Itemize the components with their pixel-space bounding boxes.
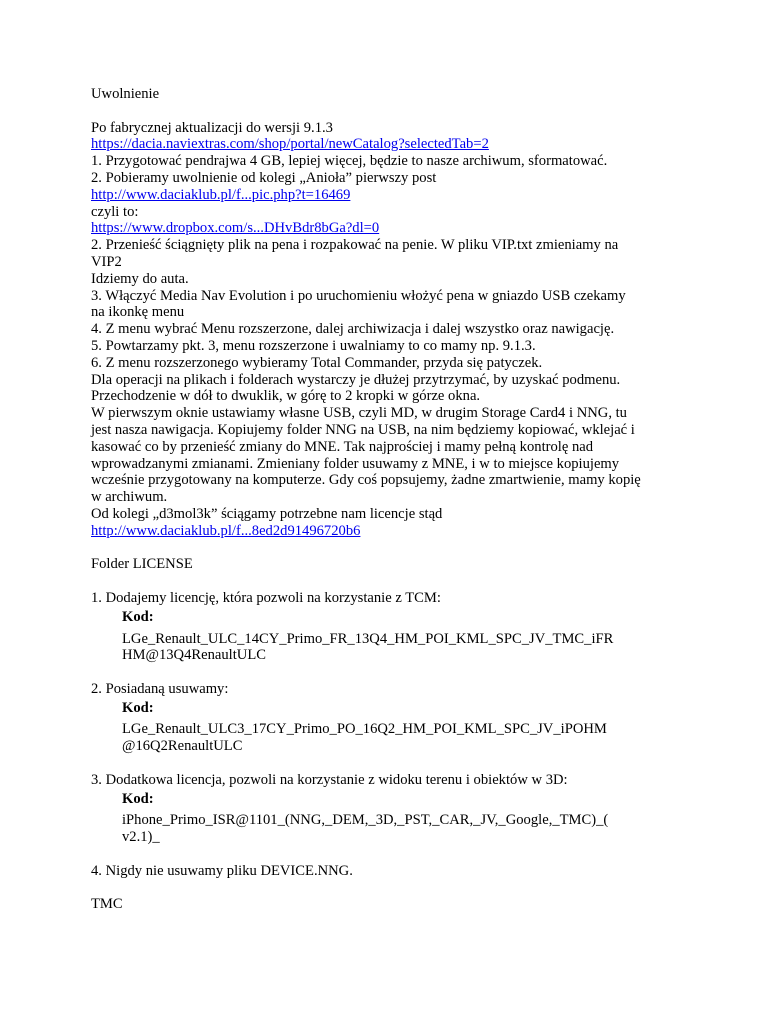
paragraph-line4: wprowadzanymi zmianami. Zmieniany folder usuwamy z MNE, i w to miejsce kopiujemy <box>91 455 620 472</box>
folder-heading: Folder LICENSE <box>91 556 193 573</box>
or-text: czyli to: <box>91 203 139 220</box>
step-4: 4. Z menu wybrać Menu rozszerzone, dalej archiwizacja i dalej wszystko oraz nawigację. <box>91 321 615 338</box>
operations-line2: Przechodzenie w dół to dwuklik, w górę to 2 kropki w górze okna. <box>91 388 481 405</box>
license-item <box>91 681 691 755</box>
never-delete-note: 4. Nigdy nie usuwamy pliku DEVICE.NNG. <box>91 862 353 879</box>
paragraph-line2: jest nasza nawigacja. Kopiujemy folder NNG na USB, na nim będziemy kopiować, wklejać i <box>91 421 635 438</box>
intro-line: Po fabrycznej aktualizacji do wersji 9.1.3 <box>91 119 333 136</box>
code-value-line1: LGe_Renault_ULC_14CY_Primo_FR_13Q4_HM_POI_KML_SPC_JV_TMC_iFR <box>122 630 614 647</box>
paragraph-line3: kasować co by przenieść zmiany do MNE. Tak najprościej i mamy pełną kontrolę nad <box>91 438 594 455</box>
license-item-label: 1. Dodajemy licencję, która pozwoli na korzystanie z TCM: <box>91 589 441 606</box>
license-item-label: 2. Posiadaną usuwamy: <box>91 680 229 697</box>
step-2: 2. Pobieramy uwolnienie od kolegi „Anioła” pierwszy post <box>91 169 437 186</box>
tmc-heading: TMC <box>91 896 123 913</box>
document-page <box>91 86 691 913</box>
go-to-car: Idziemy do auta. <box>91 270 189 287</box>
code-value-line1: LGe_Renault_ULC3_17CY_Primo_PO_16Q2_HM_POI_KML_SPC_JV_iPOHM <box>122 721 607 738</box>
license-item <box>91 590 691 664</box>
code-value-line2: HM@13Q4RenaultULC <box>122 647 266 664</box>
license-item <box>91 772 691 846</box>
step-1: 1. Przygotować pendrajwa 4 GB, lepiej więcej, będzie to nasze archiwum, sformatować. <box>91 153 608 170</box>
dropbox-link[interactable]: https://www.dropbox.com/s...DHvBdr8bGa?dl=0 <box>91 220 380 237</box>
code-block <box>91 700 691 755</box>
paragraph-line6: w archiwum. <box>91 489 168 506</box>
operations-line1: Dla operacji na plikach i folderach wystarczy je dłużej przytrzymać, by uzyskać podmenu. <box>91 371 621 388</box>
code-label: Kod: <box>122 608 154 625</box>
doc-title: Uwolnienie <box>91 86 160 102</box>
step-2b-line2: VIP2 <box>91 253 122 270</box>
step-2b-line1: 2. Przenieść ściągnięty plik na pena i rozpakować na penie. W pliku VIP.txt zmieniamy na <box>91 237 619 254</box>
step-3-line1: 3. Włączyć Media Nav Evolution i po uruchomieniu włożyć pena w gniazdo USB czekamy <box>91 287 626 304</box>
code-label: Kod: <box>122 790 154 807</box>
code-label: Kod: <box>122 699 154 716</box>
step-5: 5. Powtarzamy pkt. 3, menu rozszerzone i uwalniamy to co mamy np. 9.1.3. <box>91 337 536 354</box>
paragraph-line1: W pierwszym oknie ustawiamy własne USB, czyli MD, w drugim Storage Card4 i NNG, tu <box>91 405 627 422</box>
license-item-label: 3. Dodatkowa licencja, pozwoli na korzystanie z widoku terenu i obiektów w 3D: <box>91 771 568 788</box>
code-block <box>91 791 691 846</box>
code-value-line2: @16Q2RenaultULC <box>122 738 243 755</box>
step-3-line2: na ikonkę menu <box>91 304 185 321</box>
daciaklub-link-2[interactable]: http://www.daciaklub.pl/f...8ed2d91496720b6 <box>91 522 361 539</box>
step-6: 6. Z menu rozszerzonego wybieramy Total Commander, przyda się patyczek. <box>91 354 543 371</box>
code-value-line1: iPhone_Primo_ISR@1101_(NNG,_DEM,_3D,_PST,_CAR,_JV,_Google,_TMC)_( <box>122 812 609 829</box>
code-block <box>91 609 691 664</box>
code-value-line2: v2.1)_ <box>122 829 160 846</box>
paragraph-line5: wcześnie przygotowany na komputerze. Gdy coś popsujemy, żadne zmartwienie, mamy kopię <box>91 472 641 489</box>
license-source: Od kolegi „d3mol3k” ściągamy potrzebne nam licencje stąd <box>91 505 443 522</box>
daciaklub-link-1[interactable]: http://www.daciaklub.pl/f...pic.php?t=16469 <box>91 186 351 203</box>
naviextras-link[interactable]: https://dacia.naviextras.com/shop/portal/newCatalog?selectedTab=2 <box>91 136 489 153</box>
